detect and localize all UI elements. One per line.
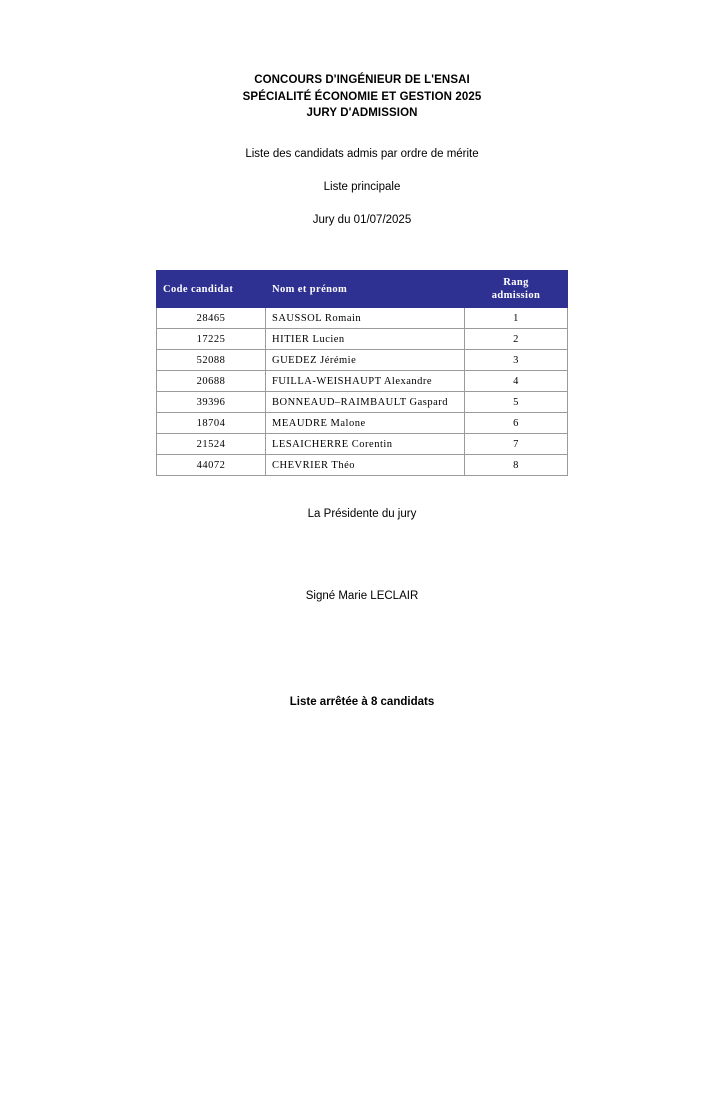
table-row — [157, 308, 568, 329]
header-rang-admission — [465, 271, 568, 308]
signature-name: Signé Marie LECLAIR — [305, 590, 419, 603]
cell-name: SAUSSOL Romain — [266, 308, 465, 329]
cell-code: 28465 — [157, 308, 266, 329]
cell-rank: 8 — [465, 455, 568, 476]
cell-name: GUEDEZ Jérémie — [266, 350, 465, 371]
document-page — [0, 72, 724, 1096]
cell-name: BONNEAUD–RAIMBAULT Gaspard — [266, 392, 465, 413]
footer-note: Liste arrêtée à 8 candidats — [289, 696, 435, 709]
header-rang-line1: Rang — [503, 277, 529, 289]
results-table-wrapper — [0, 270, 724, 476]
cell-code: 21524 — [157, 434, 266, 455]
cell-name: LESAICHERRE Corentin — [266, 434, 465, 455]
signature-title: La Présidente du jury — [307, 508, 417, 521]
cell-code: 18704 — [157, 413, 266, 434]
cell-rank: 6 — [465, 413, 568, 434]
table-row — [157, 434, 568, 455]
table-row — [157, 413, 568, 434]
cell-code: 20688 — [157, 371, 266, 392]
header-code-candidat: Code candidat — [157, 271, 266, 308]
table-row — [157, 329, 568, 350]
results-table — [156, 270, 568, 476]
cell-rank: 2 — [465, 329, 568, 350]
header-nom-prenom: Nom et prénom — [266, 271, 465, 308]
results-table-head — [157, 271, 568, 308]
jury-date-label: Jury du 01/07/2025 — [312, 214, 412, 227]
cell-name: FUILLA-WEISHAUPT Alexandre — [266, 371, 465, 392]
cell-name: CHEVRIER Théo — [266, 455, 465, 476]
header-line-3: JURY D'ADMISSION — [306, 107, 418, 120]
cell-rank: 3 — [465, 350, 568, 371]
cell-code: 44072 — [157, 455, 266, 476]
list-type-label: Liste principale — [323, 181, 401, 194]
table-row — [157, 371, 568, 392]
cell-code: 52088 — [157, 350, 266, 371]
header-line-1: CONCOURS D'INGÉNIEUR DE L'ENSAI — [254, 74, 470, 86]
header-line-2: SPÉCIALITÉ ÉCONOMIE ET GESTION 2025 — [242, 90, 482, 103]
cell-code: 17225 — [157, 329, 266, 350]
cell-code: 39396 — [157, 392, 266, 413]
results-table-body — [157, 308, 568, 476]
table-row — [157, 455, 568, 476]
document-header — [0, 72, 724, 122]
header-rang-line2: admission — [491, 290, 541, 302]
table-row — [157, 392, 568, 413]
table-header-row — [157, 271, 568, 308]
cell-name: HITIER Lucien — [266, 329, 465, 350]
cell-name: MEAUDRE Malone — [266, 413, 465, 434]
cell-rank: 7 — [465, 434, 568, 455]
cell-rank: 1 — [465, 308, 568, 329]
cell-rank: 4 — [465, 371, 568, 392]
table-row — [157, 350, 568, 371]
document-subtitle: Liste des candidats admis par ordre de mérite — [245, 148, 479, 161]
cell-rank: 5 — [465, 392, 568, 413]
